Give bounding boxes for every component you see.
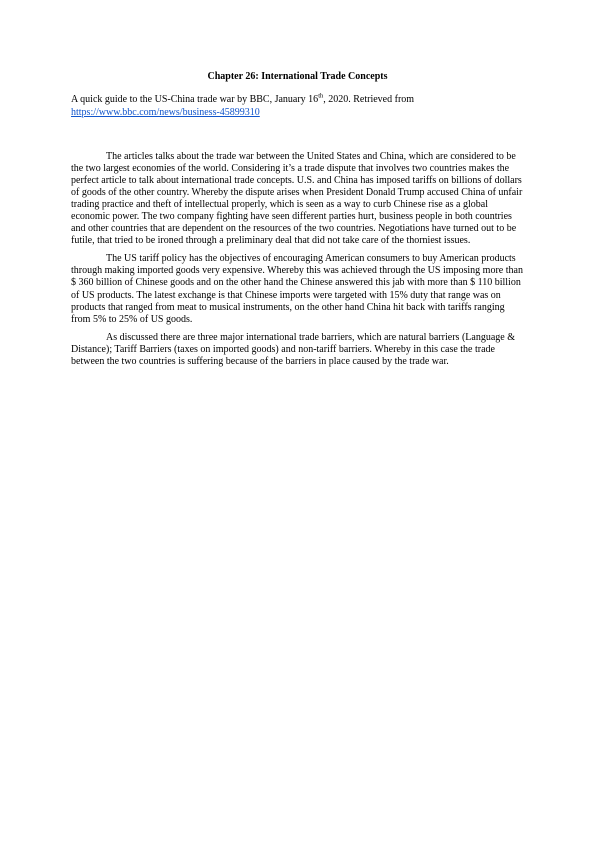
- body-text: [71, 151, 526, 374]
- paragraph-1: The articles talks about the trade war between the United States and China, which are considered to be the two largest economies of the world. Considering it’s a trade dispute that involves two countries makes the perfect article to talk about international trade concepts. U.S. and China has imposed tariffs on billions of dollars of goods of the other country. Whereby the dispute arises when President Donald Trump accused China of unfair trading practice and theft of intellectual properly, which is seen as a way to curb Chinese rise as a global economic power. The two company fighting have seen different parties hurt, business people in both countries and other countries that are dependent on the resources of the two countries. Negotiations have turned out to be futile, that tried to be ironed through a preliminary deal that did not take care of the thorniest issues.: [71, 151, 523, 247]
- citation: [71, 94, 526, 119]
- citation-text: A quick guide to the US-China trade war by BBC, January 16: [71, 94, 319, 105]
- citation-superscript: th: [318, 92, 324, 100]
- citation-text-end: , 2020. Retrieved from: [323, 94, 415, 105]
- paragraph-3: As discussed there are three major international trade barriers, which are natural barriers (Language & Distance); Tariff Barriers (taxes on imported goods) and non-tariff barriers. Whereby in this case the trade between the two countries is suffering because of the barriers in place caused by the trade war.: [71, 331, 515, 367]
- paragraph-2: The US tariff policy has the objectives of encouraging American consumers to buy American products through making imported goods very expensive. Whereby this was achieved through the US imposing more than $ 360 billion of Chinese goods and on the other hand the Chinese answered this jab with more than $ 110 billion of US products. The latest exchange is that Chinese imports were targeted with 15% duty that range was on products that ranged from meat to musical instruments, on the other hand China hit back with tariffs ranging from 5% to 25% of US goods.: [71, 253, 523, 325]
- source-link[interactable]: https://www.bbc.com/news/business-45899310: [71, 106, 260, 118]
- page-title: Chapter 26: International Trade Concepts: [207, 71, 388, 82]
